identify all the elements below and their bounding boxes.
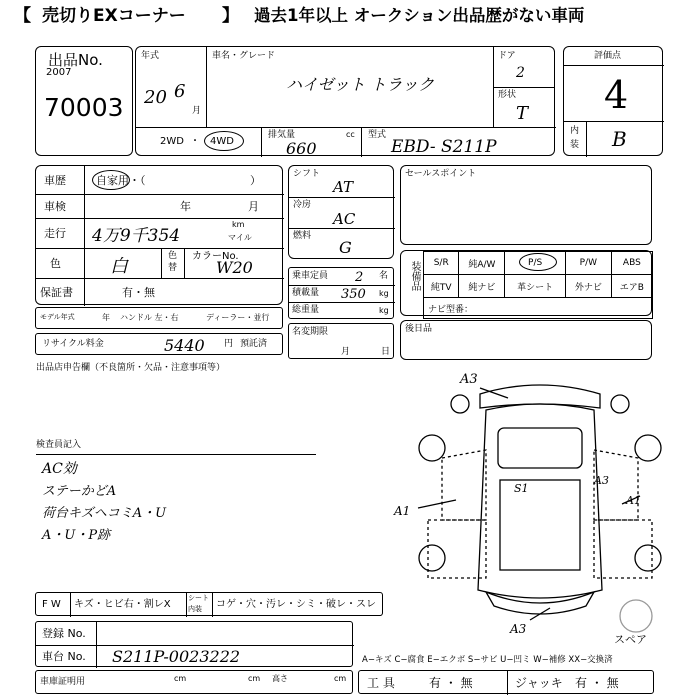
diagram-label-right-top: A3 <box>594 474 609 487</box>
month-value: 6 <box>174 81 186 102</box>
history-type-value: 自家用・（ <box>96 174 146 187</box>
chassis-no-value: S211P-0023222 <box>112 647 241 666</box>
navi-model: ナビ型番： <box>424 298 653 319</box>
sales-point-box <box>400 165 652 245</box>
name-label: 車名・グレード <box>212 51 276 61</box>
mileage-unit-km: km <box>232 220 245 229</box>
diagram-label-right: A1 <box>626 494 641 507</box>
equip-sr: S/R <box>424 252 459 275</box>
capacity-label: 乗車定員 <box>292 271 329 281</box>
shift-label: シフト <box>293 169 321 179</box>
load-unit: kg <box>379 289 389 298</box>
reg-change-month: 月 <box>341 347 351 357</box>
diagram-label-bottom: A3 <box>510 622 527 636</box>
equip-ext-navi: 外ナビ <box>565 275 611 298</box>
displacement-label: 排気量 <box>268 130 296 140</box>
recycle-label: リサイクル料金 <box>42 339 104 349</box>
inspection-year: 年 <box>180 200 191 213</box>
registration-box <box>35 621 353 667</box>
jack-label: ジャッキ <box>515 676 563 690</box>
equip-pw: P/W <box>565 252 611 275</box>
equipment-box <box>400 250 652 316</box>
load-label: 積載量 <box>292 288 320 298</box>
fw-label: F W <box>42 599 61 610</box>
shape-value: T <box>516 103 529 124</box>
score-label: 評価点 <box>594 51 622 61</box>
weight-unit: kg <box>379 306 389 315</box>
fuel-value: G <box>339 238 352 257</box>
inspector-note-1: AC効 <box>42 461 77 477</box>
delivery-label: 後日品 <box>405 324 433 334</box>
tools-box <box>358 670 654 694</box>
drive-sep: ・ <box>190 136 200 147</box>
month-unit: 月 <box>192 106 202 116</box>
inspector-note-3: 荷台キズヘコミA・U <box>42 506 167 521</box>
doors-value: 2 <box>516 65 525 81</box>
year-value: 20 <box>144 87 167 108</box>
condition-bar <box>35 592 383 616</box>
model-year-label: モデル年式 <box>40 313 75 321</box>
interior-value: B <box>612 127 627 151</box>
inspector-note-4: A・U・P跡 <box>42 528 111 543</box>
inspector-label: 検査員記入 <box>36 440 82 450</box>
header-box <box>135 46 555 156</box>
model-year-unit: 年 <box>102 313 110 322</box>
garage-cert-cm3: cm <box>334 674 347 683</box>
equip-navi: 純ナビ <box>459 275 505 298</box>
tools-options: 有 ・ 無 <box>429 676 473 690</box>
ps-circle <box>519 253 557 271</box>
specs-box <box>288 165 394 259</box>
garage-cert-cm2: cm <box>248 674 261 683</box>
load-value: 350 <box>341 287 366 302</box>
recycle-box <box>35 333 283 355</box>
shift-value: AT <box>333 178 354 196</box>
capacity-box <box>288 267 394 319</box>
history-type-label: 車歴 <box>44 174 66 187</box>
report-label: 出品店申告欄（不良箇所・欠品・注意事項等） <box>36 363 226 373</box>
recycle-note: 預託済 <box>240 339 268 349</box>
garage-cert-box <box>35 670 353 694</box>
drive-2wd: 2WD <box>160 136 184 147</box>
lot-label: 出品No. <box>48 51 103 69</box>
garage-cert-height: 高さ <box>272 674 288 683</box>
warranty-label: 保証書 <box>40 286 73 299</box>
mileage-value: 4万9千354 <box>92 226 181 246</box>
interior-label-1: 内 <box>570 126 580 136</box>
private-use-circle <box>92 170 130 190</box>
drive-4wd: 4WD <box>210 136 234 147</box>
lot-number: 70003 <box>44 93 124 122</box>
reg-no-label: 登録 No. <box>42 627 86 640</box>
banner <box>0 0 700 32</box>
inspection-label: 車検 <box>44 200 66 213</box>
jack-options: 有 ・ 無 <box>575 676 619 690</box>
banner-right-bracket: 】 <box>222 6 239 26</box>
color-no-label: カラーNo. <box>192 251 239 262</box>
displacement-unit: cc <box>346 130 355 139</box>
damage-legend: A−キズ C−腐食 E−エクボ S−サビ U−凹ミ W−補修 XX−交換済 <box>362 655 613 665</box>
inspection-month: 月 <box>248 200 259 213</box>
model-label: 型式 <box>368 130 387 140</box>
diagram-label-center: S1 <box>514 482 529 495</box>
glass-label-1: シート <box>188 594 209 602</box>
capacity-value: 2 <box>355 270 364 285</box>
fuel-label: 燃料 <box>293 231 312 241</box>
doors-label: ドア <box>498 51 516 61</box>
garage-cert-cm1: cm <box>174 674 187 683</box>
lot-box <box>35 46 133 156</box>
diagram-label-left: A1 <box>394 504 411 518</box>
color-label: 色 <box>50 257 61 270</box>
dealer-label: ディーラー・並行 <box>206 313 270 322</box>
banner-left-bracket: 【 <box>14 6 31 26</box>
ac-label: 冷房 <box>293 200 312 210</box>
handle-label: ハンドル 左・右 <box>120 313 179 322</box>
damage-items: キズ・ヒビ右・割レX <box>74 599 171 610</box>
equip-leather: 革シート <box>505 275 566 298</box>
chassis-no-label: 車台 No. <box>42 650 86 663</box>
drive-4wd-circle <box>204 131 244 151</box>
reg-change-box <box>288 323 394 359</box>
equip-tv: 純TV <box>424 275 459 298</box>
sales-point-label: セールスポイント <box>405 169 477 179</box>
banner-corner-title: 売切りEXコーナー <box>42 6 186 26</box>
equipment-label: 装備品 <box>409 261 420 291</box>
capacity-unit: 名 <box>379 271 389 281</box>
history-type-close: ） <box>250 174 261 187</box>
interior-label-2: 装 <box>570 140 580 150</box>
equip-airbag: エアB <box>611 275 652 298</box>
tools-label: 工 具 <box>367 676 395 690</box>
score-value: 4 <box>604 73 629 117</box>
warranty-options: 有・無 <box>122 286 155 299</box>
garage-cert-label: 車庫証明用 <box>40 677 86 687</box>
equip-ps: P/S <box>505 252 566 275</box>
mileage-label: 走行 <box>44 227 66 240</box>
spare-label: スペア <box>614 633 647 646</box>
banner-message: 過去1年以上 オークション出品歴がない車両 <box>254 6 585 25</box>
model-year-box <box>35 307 283 329</box>
interior-damage-items: コゲ・穴・汚レ・シミ・破レ・スレ <box>216 599 376 610</box>
color-no-value: W20 <box>216 258 253 277</box>
equip-abs: ABS <box>611 252 652 275</box>
shape-label: 形状 <box>498 90 517 100</box>
recycle-unit: 円 <box>224 339 234 349</box>
color-swap-1: 色 <box>168 251 178 261</box>
score-box <box>563 46 663 156</box>
displacement-value: 660 <box>286 139 317 158</box>
weight-label: 総重量 <box>292 305 320 315</box>
name-value: ハイゼット トラック <box>286 75 434 94</box>
diagram-label-top: A3 <box>460 372 478 387</box>
inspector-note-2: ステーかどA <box>42 484 117 499</box>
color-swap-2: 替 <box>168 263 178 273</box>
history-box <box>35 165 283 305</box>
recycle-value: 5440 <box>164 336 205 355</box>
lot-year-stamp: 2007 <box>46 67 72 78</box>
reg-change-label: 名変期限 <box>292 327 329 337</box>
delivery-box <box>400 320 652 360</box>
car-diagram <box>390 370 690 650</box>
equip-alloy: 純A/W <box>459 252 505 275</box>
reg-change-day: 日 <box>381 347 391 357</box>
model-value: EBD- S211P <box>391 137 497 157</box>
ac-value: AC <box>333 210 356 228</box>
glass-label-2: 内装 <box>188 605 202 613</box>
color-value: 白 <box>110 256 128 277</box>
mileage-unit-mile: マイル <box>228 233 252 242</box>
year-label: 年式 <box>141 51 160 61</box>
